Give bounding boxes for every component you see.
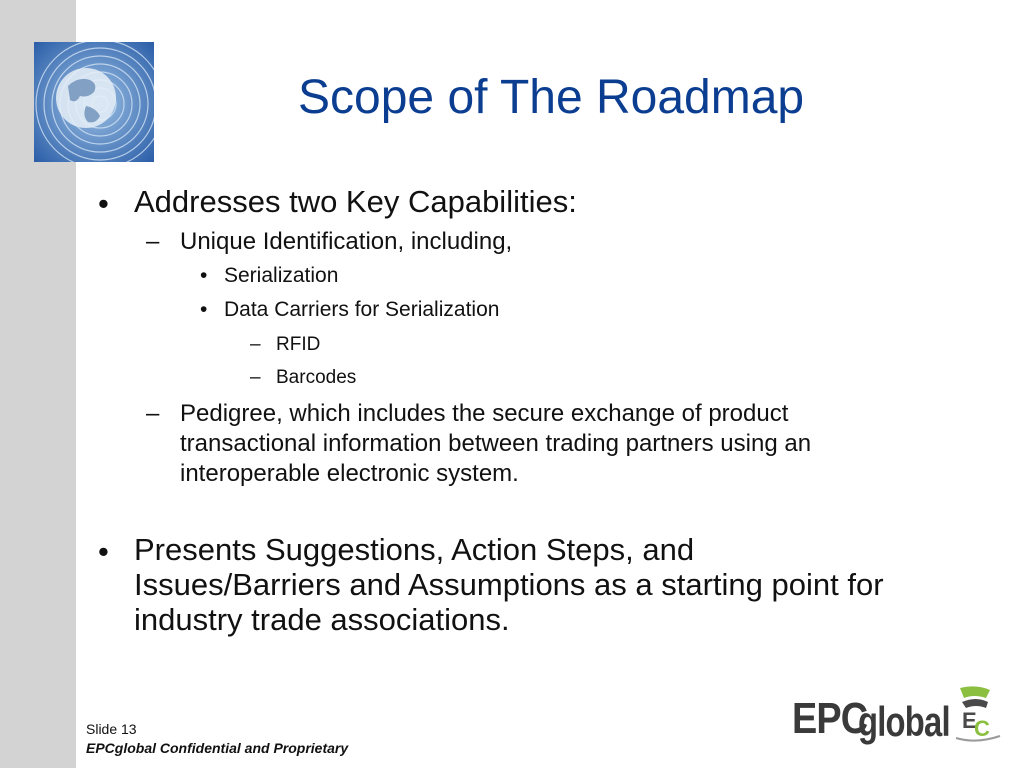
dash-marker: –	[146, 400, 160, 427]
globe-icon	[34, 42, 154, 162]
bullet-continuation: Issues/Barriers and Assumptions as a starting point for	[134, 567, 884, 602]
dash-marker: –	[250, 334, 261, 355]
bullet-item: Addresses two Key Capabilities:	[134, 184, 577, 219]
bullet-marker: •	[200, 298, 208, 321]
confidentiality-notice: EPCglobal Confidential and Proprietary	[86, 740, 349, 756]
bullet-continuation: industry trade associations.	[134, 602, 510, 637]
level4-item: Barcodes	[276, 367, 357, 388]
bullet-marker: •	[200, 264, 208, 287]
sub-bullet-continuation: interoperable electronic system.	[180, 460, 519, 487]
logo-wordmark-suffix: global	[858, 698, 950, 745]
slide-title: Scope of The Roadmap	[298, 71, 805, 124]
bullet-item: Presents Suggestions, Action Steps, and	[134, 532, 695, 567]
bullet-marker: •	[98, 534, 109, 569]
sub-bullet-item: Pedigree, which includes the secure exchange of product	[180, 400, 789, 427]
bullet-marker: •	[98, 186, 109, 221]
sub-bullet-continuation: transactional information between trading partners using an	[180, 430, 812, 457]
svg-text:E: E	[962, 708, 977, 733]
dash-marker: –	[146, 228, 160, 255]
sub-bullet-item: Unique Identification, including,	[180, 228, 513, 255]
epcglobal-logo	[792, 684, 1004, 750]
svg-text:C: C	[974, 716, 990, 741]
epc-leaf-icon	[952, 684, 1004, 742]
level4-item: RFID	[276, 334, 321, 355]
slide-number: Slide 13	[86, 721, 137, 737]
dash-marker: –	[250, 367, 261, 388]
logo-wordmark: EPC	[792, 694, 868, 743]
sub-sub-bullet-item: Data Carriers for Serialization	[224, 298, 500, 321]
sub-sub-bullet-item: Serialization	[224, 264, 339, 287]
